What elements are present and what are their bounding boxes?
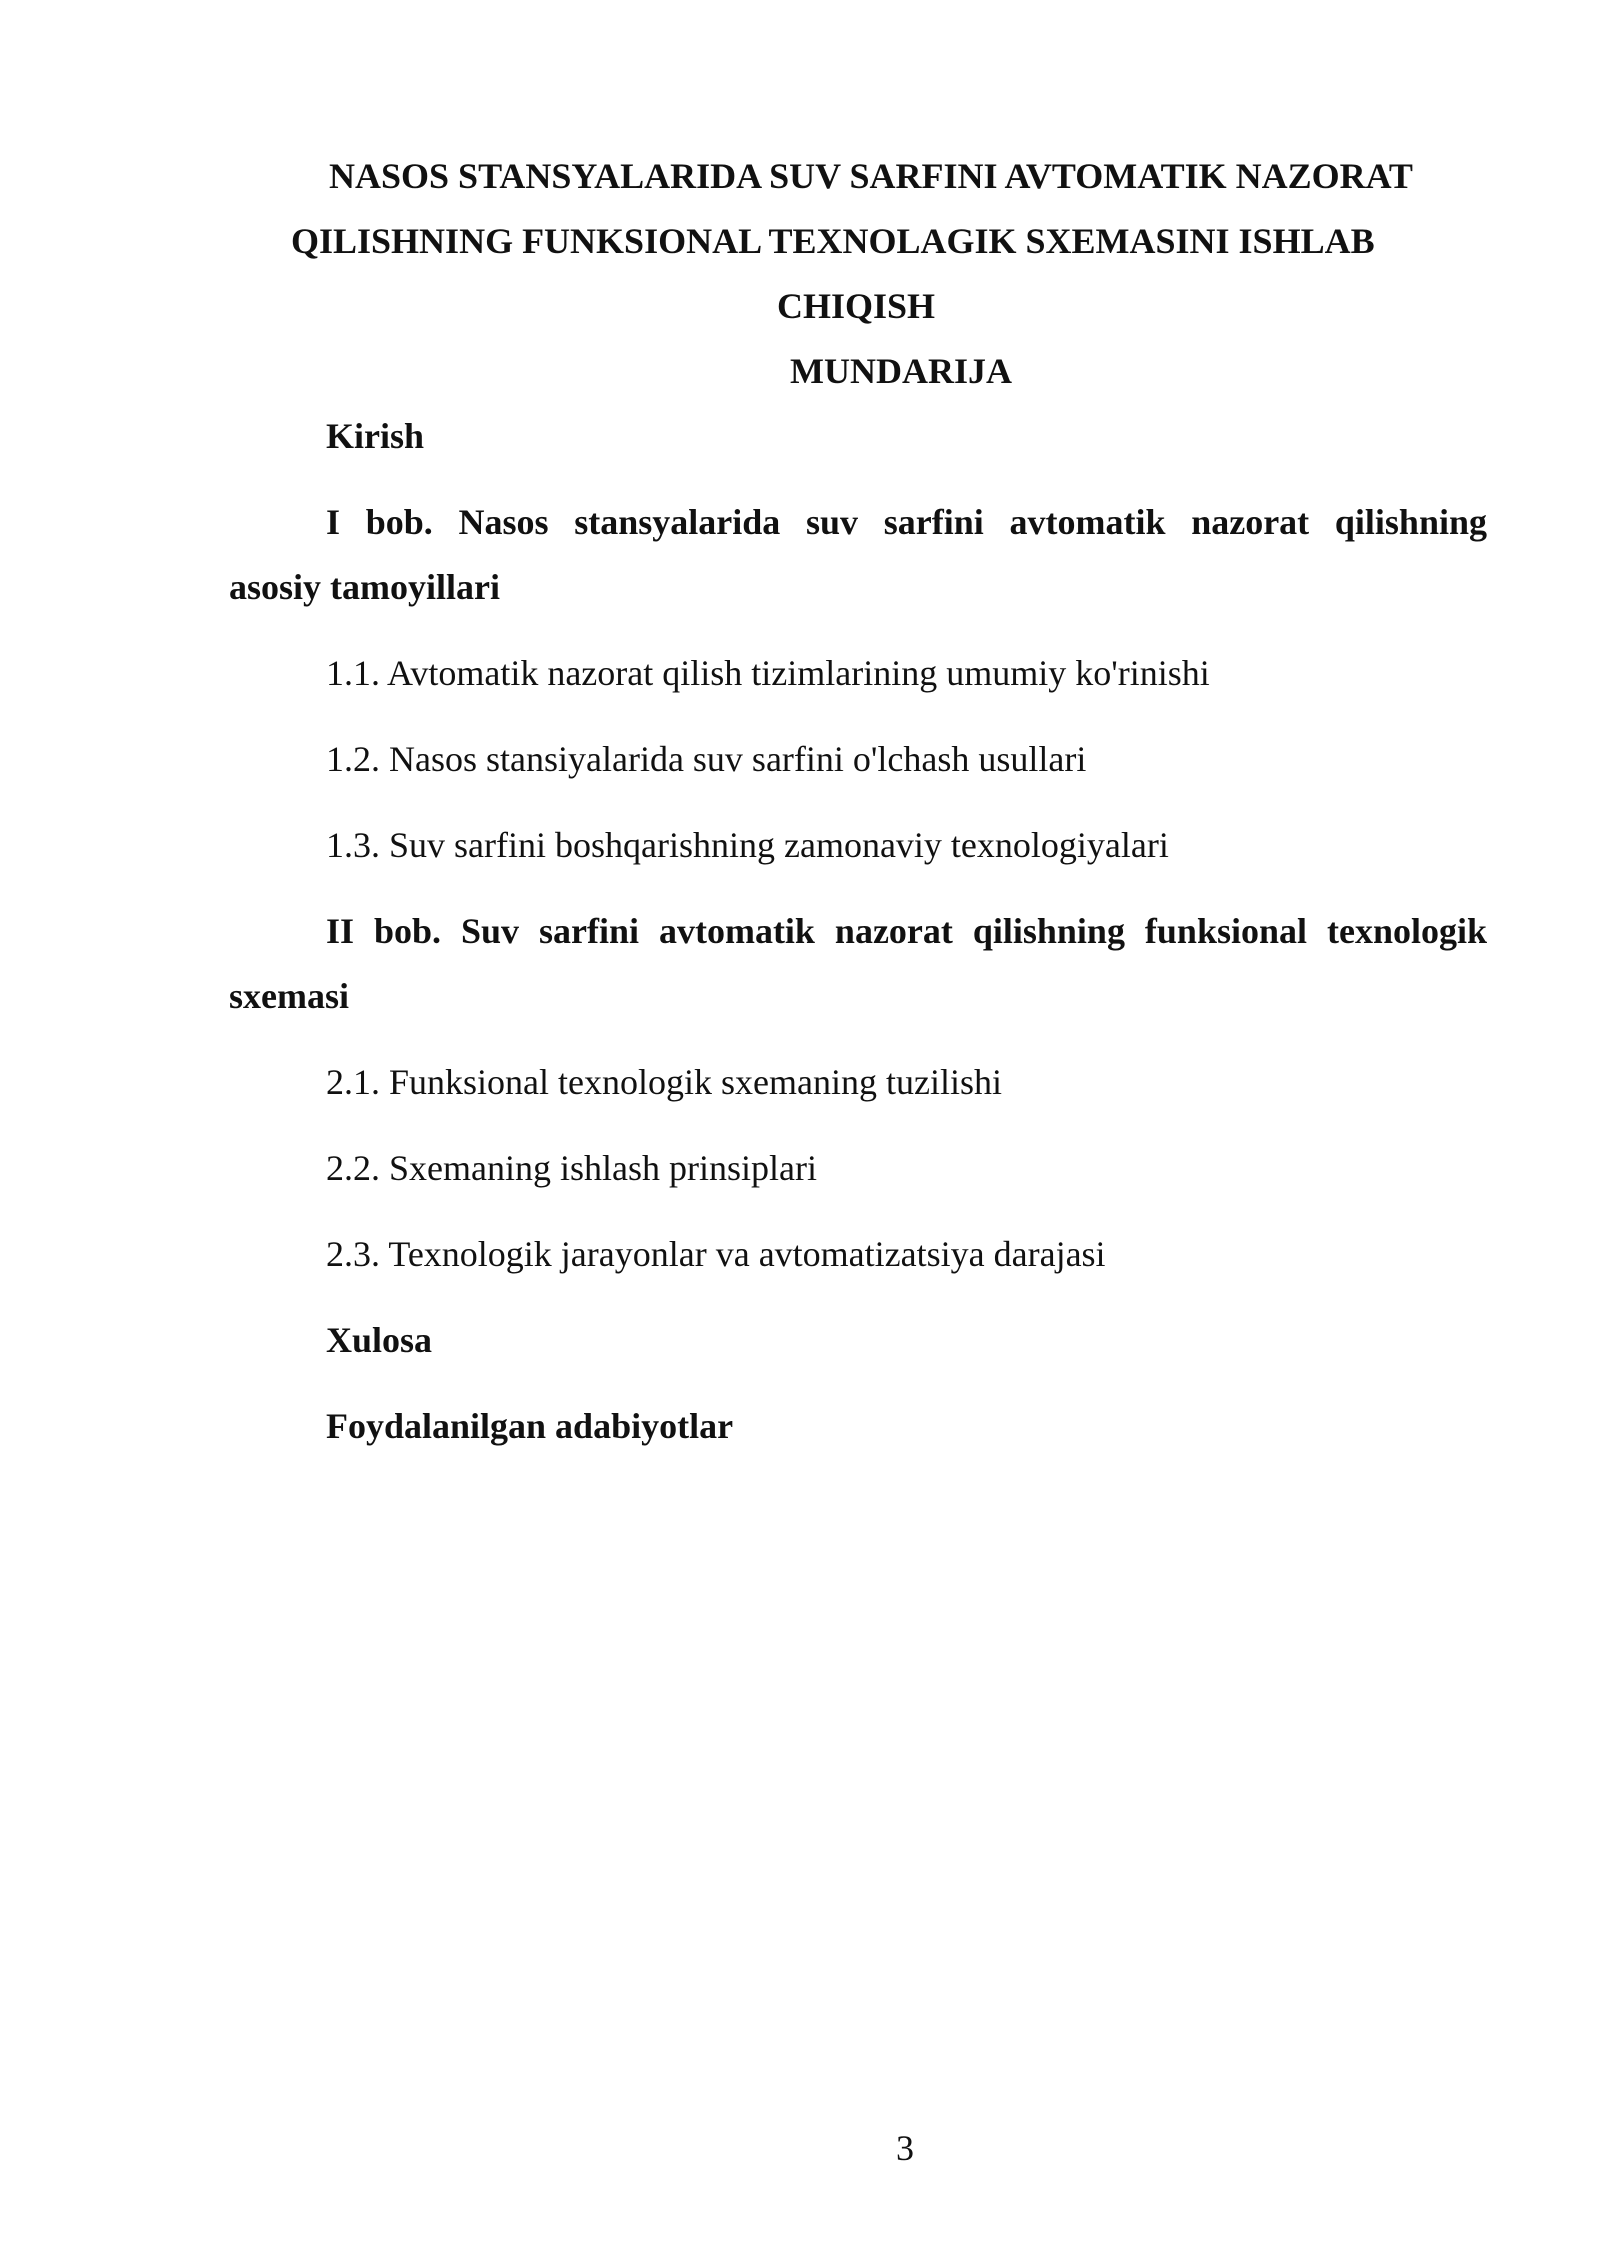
toc-chapter-1-line-2: asosiy tamoyillari	[229, 567, 500, 607]
toc-section-2-3: 2.3. Texnologik jarayonlar va avtomatizatsiya darajasi	[326, 1234, 1106, 1274]
toc-section-1-3: 1.3. Suv sarfini boshqarishning zamonaviy texnologiyalari	[326, 825, 1169, 865]
title-line-3: CHIQISH	[777, 286, 936, 326]
toc-chapter-2-line-1: II bob. Suv sarfini avtomatik nazorat qilishning funksional texnologik	[326, 911, 1487, 951]
toc-item-references: Foydalanilgan adabiyotlar	[326, 1406, 734, 1446]
toc-section-2-1: 2.1. Funksional texnologik sxemaning tuzilishi	[326, 1062, 1002, 1102]
toc-chapter-1-line-1: I bob. Nasos stansyalarida suv sarfini avtomatik nazorat qilishning	[326, 502, 1487, 542]
toc-heading: MUNDARIJA	[790, 351, 1012, 391]
toc-section-1-2: 1.2. Nasos stansiyalarida suv sarfini o'lchash usullari	[326, 739, 1087, 779]
toc-section-1-1: 1.1. Avtomatik nazorat qilish tizimlarining umumiy ko'rinishi	[326, 653, 1210, 693]
toc-chapter-2-line-2: sxemasi	[229, 976, 349, 1016]
title-line-2: QILISHNING FUNKSIONAL TEXNOLAGIK SXEMASINI ISHLAB	[291, 221, 1375, 261]
toc-item-intro: Kirish	[326, 416, 425, 456]
title-line-1: NASOS STANSYALARIDA SUV SARFINI AVTOMATIK NAZORAT	[329, 156, 1413, 196]
toc-section-2-2: 2.2. Sxemaning ishlash prinsiplari	[326, 1148, 817, 1188]
page-number: 3	[896, 2128, 914, 2168]
toc-item-conclusion: Xulosa	[326, 1320, 433, 1360]
